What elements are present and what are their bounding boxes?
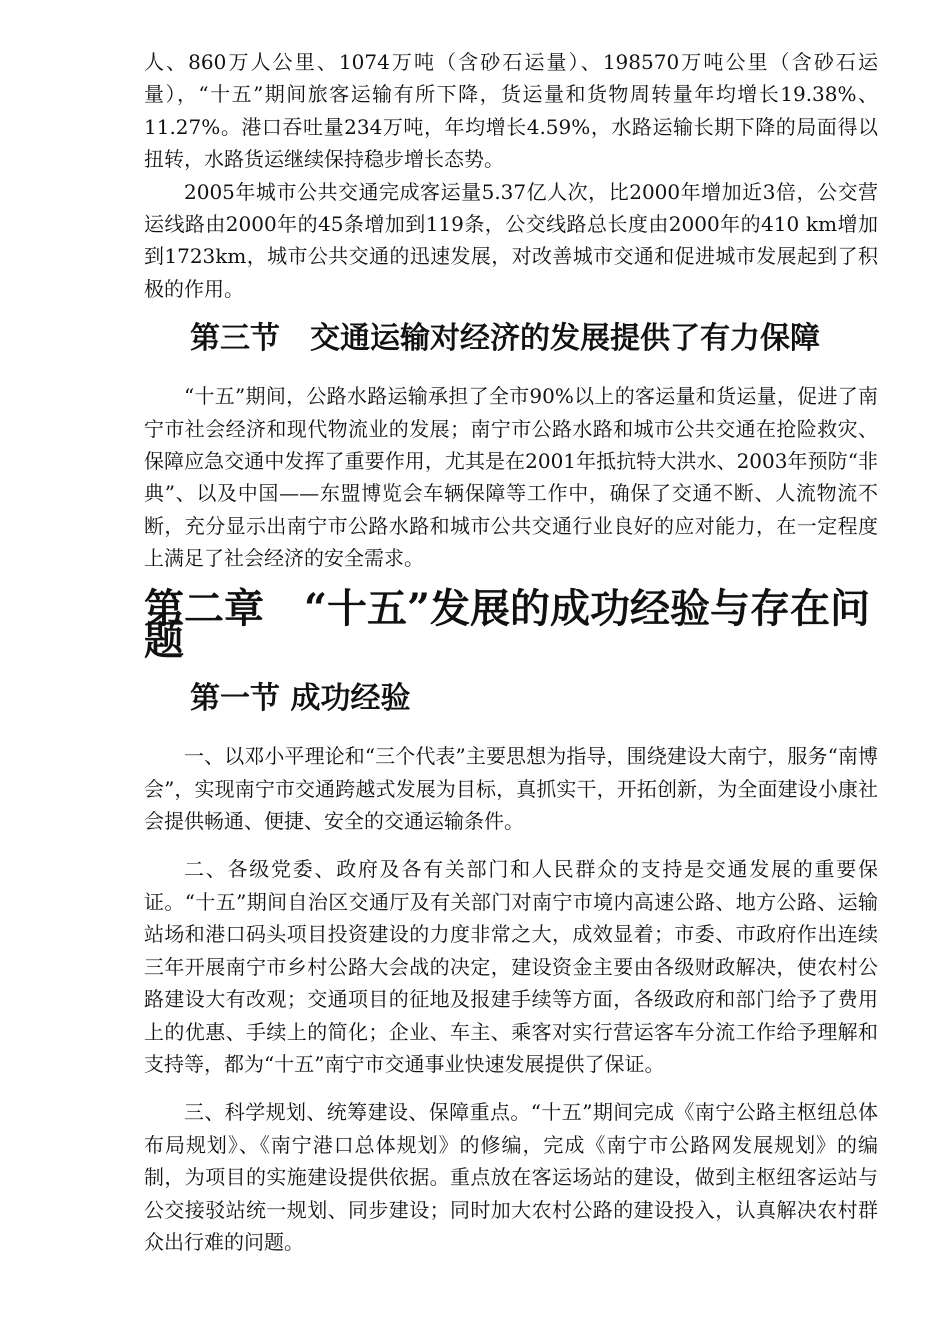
experience-three-paragraph: 三、科学规划、统筹建设、保障重点。“十五”期间完成《南宁公路主枢纽总体布局规划》、《南宁港口总体规划》的修编，完成《南宁市公路网发展规划》的编制，为项目的实施建设提供依据。重点放在客运场站的建设，做到主枢纽客运站与公交接驳站统一规划、同步建设；同时加大农村公路的建设投入，认真解决农村群众出行难的问题。 — [144, 1100, 878, 1254]
chapter-two-heading: 第二章 “十五”发展的成功经验与存在问题 — [144, 584, 871, 664]
experience-two-paragraph: 二、各级党委、政府及各有关部门和人民群众的支持是交通发展的重要保证。“十五”期间自治区交通厅及有关部门对南宁市境内高速公路、地方公路、运输站场和港口码头项目投资建设的力度非常之大，成效显着；市委、市政府作出连续三年开展南宁市乡村公路大会战的决定，建设资金主要由各级财政解决，使农村公路建设大有改观；交通项目的征地及报建手续等方面，各级政府和部门给予了费用上的优惠、手续上的简化；企业、车主、乘客对实行营运客车分流工作给予理解和支持等，都为“十五”南宁市交通事业快速发展提供了保证。 — [144, 857, 878, 1076]
document-page — [144, 46, 878, 1258]
section-three-heading: 第三节 交通运输对经济的发展提供了有力保障 — [190, 321, 820, 357]
experience-one-paragraph: 一、以邓小平理论和“三个代表”主要思想为指导，围绕建设大南宁，服务“南博会”，实现南宁市交通跨越式发展为目标，真抓实干，开拓创新，为全面建设小康社会提供畅通、便捷、安全的交通运输条件。 — [144, 744, 878, 834]
transport-volume-paragraph: 人、860万人公里、1074万吨（含砂石运量）、198570万吨公里（含砂石运量），“十五”期间旅客运输有所下降，货运量和货物周转量年均增长19.38%、11.27%。港口吞吐量234万吨，年均增长4.59%，水路运输长期下降的局面得以扭转，水路货运继续保持稳步增长态势。 — [144, 50, 878, 172]
economic-support-paragraph: “十五”期间，公路水路运输承担了全市90%以上的客运量和货运量，促进了南宁市社会经济和现代物流业的发展；南宁市公路水路和城市公共交通在抢险救灾、保障应急交通中发挥了重要作用，尤其是在2001年抵抗特大洪水、2003年预防“非典”、以及中国——东盟博览会车辆保障等工作中，确保了交通不断、人流物流不断，充分显示出南宁市公路水路和城市公共交通行业良好的应对能力，在一定程度上满足了社会经济的安全需求。 — [144, 384, 878, 571]
section-one-heading: 第一节 成功经验 — [190, 681, 411, 717]
public-transit-paragraph: 2005年城市公共交通完成客运量5.37亿人次，比2000年增加近3倍，公交营运线路由2000年的45条增加到119条，公交线路总长度由2000年的410 km增加到1723km，城市公共交通的迅速发展，对改善城市交通和促进城市发展起到了积极的作用。 — [144, 179, 878, 301]
